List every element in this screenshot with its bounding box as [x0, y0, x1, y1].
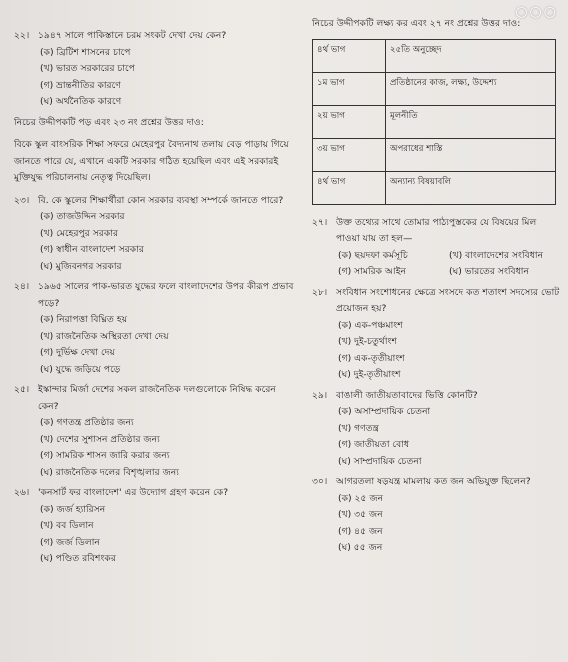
- option-row: [312, 264, 560, 281]
- table-cell: মূলনীতি: [386, 105, 556, 138]
- stem-intro: নিচের উদ্দীপকটি লক্ষ্য কর এবং ২৭ নং প্রশ্নের উত্তর দাও:: [312, 18, 521, 29]
- option-c: (গ) সামরিক আইন: [338, 266, 406, 277]
- option-a: (ক) ছয়দফা কর্মসূচি: [338, 249, 408, 261]
- table-row: [313, 72, 556, 105]
- question-text: সংবিধান সংশোধনের ক্ষেত্রে সংসদে কত শতাংশ সদস্যের ভোট প্রয়োজন হয়?: [336, 286, 560, 314]
- question-28: [312, 285, 560, 384]
- option-d: (ঘ) অর্থনৈতিক কারণে: [40, 96, 122, 107]
- table-cell: ৩য় ভাগ: [313, 138, 386, 171]
- option-c: (গ) সামরিক শাসন জারি করার জন্য: [40, 450, 170, 461]
- table-cell: অপরাধের শাস্তি: [386, 138, 556, 171]
- table-row: [313, 138, 556, 171]
- constitution-table: [312, 39, 556, 205]
- option-c: (গ) জর্জ ডিলান: [40, 536, 100, 548]
- question-text: বি. কে স্কুলের শিক্ষার্থীরা কোন সরকার ব্যবস্থা সম্পর্কে জানতে পারে?: [38, 194, 284, 206]
- right-column: [312, 14, 560, 561]
- option-a: (ক) তাজউদ্দিন সরকার: [40, 211, 125, 222]
- option-b: (খ) বাংলাদেশের সংবিধান: [449, 249, 544, 261]
- table-cell: অন্যান্য বিষয়াবলি: [386, 171, 556, 204]
- question-text: ইস্কান্দার মির্জা দেশের সকল রাজনৈতিক দলগুলোকে নিষিদ্ধ করেন কেন?: [38, 384, 276, 412]
- table-cell: ২৫তি অনুচ্ছেদ: [386, 39, 556, 72]
- option-c: (গ) এক-তৃতীয়াংশ: [338, 352, 405, 364]
- table-row: [313, 105, 556, 138]
- question-25: [14, 382, 299, 481]
- question-29: [312, 388, 560, 471]
- option-a: (ক) নিরাপত্তা বিঘ্নিত হয়: [40, 314, 128, 325]
- question-text: বাঙালী জাতীয়তাবাদের ভিত্তি কোনটি?: [336, 389, 478, 401]
- question-number: ২৩।: [14, 194, 30, 206]
- question-text: 'কনসার্ট ফর বাংলাদেশ' এর উদ্যোগ গ্রহণ করেন কে?: [38, 487, 229, 498]
- question-22: [14, 28, 299, 111]
- option-c: (গ) ভ্রান্তনীতির কারণে: [40, 79, 121, 91]
- option-d: (ঘ) যুদ্ধে জড়িয়ে পড়ে: [40, 363, 121, 375]
- option-d: (ঘ) পণ্ডিত রবিশংকর: [40, 553, 116, 564]
- question-text: ১৯৪৭ সালে পাকিস্তানে চরম সংকট দেখা দেয় কেন?: [38, 30, 227, 41]
- table-cell: প্রতিষ্ঠানের কাজ, লক্ষ্য, উদ্দেশ্য: [386, 72, 556, 105]
- table-cell: ৪র্থ ভাগ: [313, 39, 386, 72]
- option-b: (খ) মেহেরপুর সরকার: [40, 227, 119, 239]
- question-text: উক্ত তথ্যের সাথে তোমার পাঠ্যপুস্তকের যে বিষয়ের মিল পাওয়া যায় তা হল—: [336, 216, 537, 244]
- table-cell: ২য় ভাগ: [313, 105, 386, 138]
- option-a: (ক) ২৫ জন: [338, 492, 384, 504]
- stem-intro: নিচের উদ্দীপকটি পড় এবং ২৩ নং প্রশ্নের উত্তর দাও:: [14, 116, 204, 128]
- left-column: [14, 28, 299, 572]
- option-d: (ঘ) দুই-তৃতীয়াংশ: [338, 369, 401, 380]
- option-b: (খ) রাজনৈতিক অস্থিরতা দেখা দেয়: [40, 330, 169, 342]
- option-c: (গ) ৪৫ জন: [338, 525, 383, 537]
- question-text: আগরতলা ষড়যন্ত্র মামলায় কত জন অভিযুক্ত ছিলেন?: [336, 476, 531, 487]
- option-c: (গ) জাতীয়তা বোধ: [338, 439, 410, 450]
- option-d: (ঘ) রাজনৈতিক দলের বিশৃঙ্খলার জন্য: [40, 466, 179, 478]
- option-b: (খ) দেশের সুশাসন প্রতিষ্ঠার জন্য: [40, 433, 160, 445]
- option-row: [312, 248, 560, 265]
- option-a: (ক) গণতন্ত্র প্রতিষ্ঠার জন্য: [40, 417, 134, 428]
- option-b: (খ) ৩৫ জন: [338, 509, 383, 520]
- option-a: (ক) এক-পঞ্চমাংশ: [338, 319, 403, 331]
- option-d: (ঘ) মুজিবনগর সরকার: [40, 260, 122, 272]
- question-number: ২৯।: [312, 389, 328, 401]
- option-d: (ঘ) সাম্প্রদায়িক চেতনা: [338, 455, 422, 467]
- overlay-dots: ○○○: [515, 4, 558, 20]
- question-number: ২৬।: [14, 487, 30, 498]
- table-cell: ৪র্থ ভাগ: [313, 171, 386, 204]
- option-a: (ক) জর্জ হ্যারিসন: [40, 503, 106, 515]
- option-c: (গ) দুর্ভিক্ষ দেখা দেয়: [40, 347, 115, 358]
- question-27: [312, 215, 560, 281]
- option-b: (খ) ভারত সরকারের চাপে: [40, 63, 135, 74]
- option-d: (ঘ) ৫৫ জন: [338, 542, 383, 553]
- question-30: [312, 474, 560, 557]
- option-c: (গ) স্বাধীন বাংলাদেশ সরকার: [40, 244, 144, 255]
- table-row: [313, 39, 556, 72]
- question-number: ৩০।: [312, 476, 328, 487]
- table-row: [313, 171, 556, 204]
- option-a: (ক) অসাম্প্রদায়িক চেতনা: [338, 406, 431, 417]
- option-d: (ঘ) ভারতের সংবিধান: [449, 266, 529, 277]
- option-b: (খ) বব ডিলান: [40, 520, 94, 531]
- question-text: ১৯৬৫ সালের পাক-ভারত যুদ্ধের ফলে বাংলাদেশের উপর কীরূপ প্রভাব পড়ে?: [38, 281, 294, 309]
- question-26: [14, 485, 299, 568]
- question-number: ২২।: [14, 30, 30, 41]
- table-cell: ১ম ভাগ: [313, 72, 386, 105]
- question-number: ২৭।: [312, 216, 328, 228]
- question-number: ২৪।: [14, 281, 30, 292]
- option-a: (ক) ব্রিটিশ শাসনের চাপে: [40, 46, 131, 58]
- question-number: ২৮।: [312, 286, 328, 298]
- question-number: ২৫।: [14, 384, 30, 395]
- stem-text: বিকে স্কুল বাংসরিক শিক্ষা সফরে মেহেরপুর বৈদ্যনাথ তলায় বেড় পাড়ায় গিয়ে জানতে পারে যে, এখানে একটি সরকার গঠিত হয়েছিল এবং এই সরকারই মুক্তিযুদ্ধ পরিচালনায় নেতৃত্ব দিয়েছিল।: [14, 139, 289, 183]
- option-b: (খ) দুই-চতুর্থাংশ: [338, 336, 397, 347]
- option-b: (খ) গণতন্ত্র: [338, 422, 379, 434]
- question-24: [14, 279, 299, 378]
- question-23: [14, 193, 299, 276]
